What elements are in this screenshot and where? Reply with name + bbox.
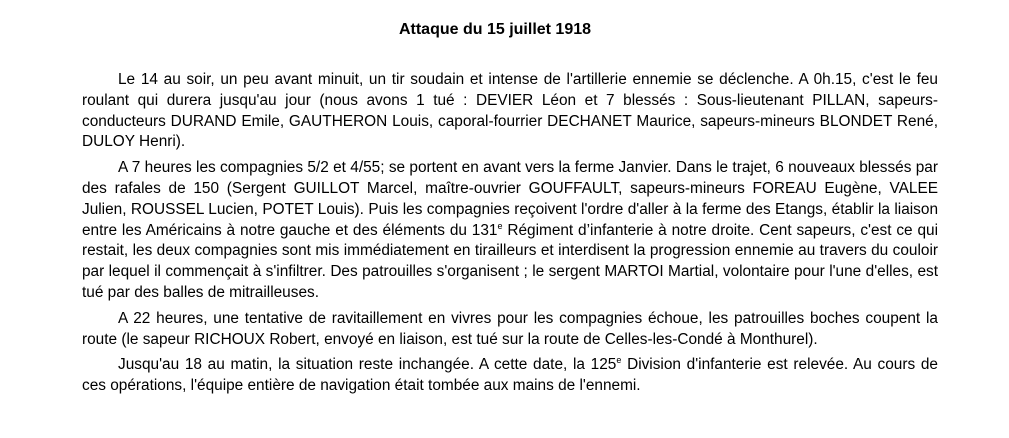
paragraph-2 <box>82 158 938 304</box>
paragraph-text: A 22 heures, une tentative de ravitaillement en vivres pour les compagnies échoue, les patrouilles boches coupent la route (le sapeur RICHOUX Robert, envoyé en liaison, est tué sur la route de Celles-les-Condé à Monthurel). <box>82 309 938 348</box>
ordinal-superscript: e <box>497 220 503 231</box>
paragraph-text: A 7 heures les compagnies 5/2 et 4/55; se portent en avant vers la ferme Janvier. Dans le trajet, 6 nouveaux blessés par des rafales de 150 (Sergent GUILLOT Marcel, maître-ouvrier GOUFFAULT, sapeurs-mineurs FOREAU Eugène, VALEE Julien, ROUSSEL Lucien, POTET Louis). Puis les compagnies reçoivent l'ordre d'aller à la ferme des Etangs, établir la liaison entre les Américains à notre gauche et des éléments du 131 <box>82 159 938 239</box>
ordinal-superscript: e <box>616 355 622 366</box>
body-text <box>82 70 938 397</box>
paragraph-4 <box>82 355 938 397</box>
paragraph-1 <box>82 70 938 153</box>
section-title: Attaque du 15 juillet 1918 <box>398 21 592 38</box>
paragraph-text: Régiment d’infanterie à notre droite. Cent sapeurs, c'est ce qui restait, les deux compagnies sont mis immédiatement en tirailleurs et interdisent la progression ennemie au travers du couloir par lequel il commençait à s'infiltrer. Des patrouilles s'organisent ; le sergent MARTOI Martial, volontaire pour l'une d'elles, est tué par des balles de mitrailleuses. <box>82 221 938 301</box>
paragraph-3 <box>82 309 938 351</box>
paragraph-text: Le 14 au soir, un peu avant minuit, un tir soudain et intense de l'artillerie ennemie se déclenche. A 0h.15, c'est le feu roulant qui durera jusqu'au jour (nous avons 1 tué : DEVIER Léon et 7 blessés : Sous-lieutenant PILLAN, sapeurs-conducteurs DURAND Emile, GAUTHERON Louis, caporal-fourrier DECHANET Maurice, sapeurs-mineurs BLONDET René, DULOY Henri). <box>82 71 938 151</box>
paragraph-text: Division d'infanterie est relevée. Au cours de ces opérations, l'équipe entière de navigation était tombée aux mains de l'ennemi. <box>82 356 938 395</box>
paragraph-text: Jusqu'au 18 au matin, la situation reste inchangée. A cette date, la 125 <box>118 356 617 374</box>
